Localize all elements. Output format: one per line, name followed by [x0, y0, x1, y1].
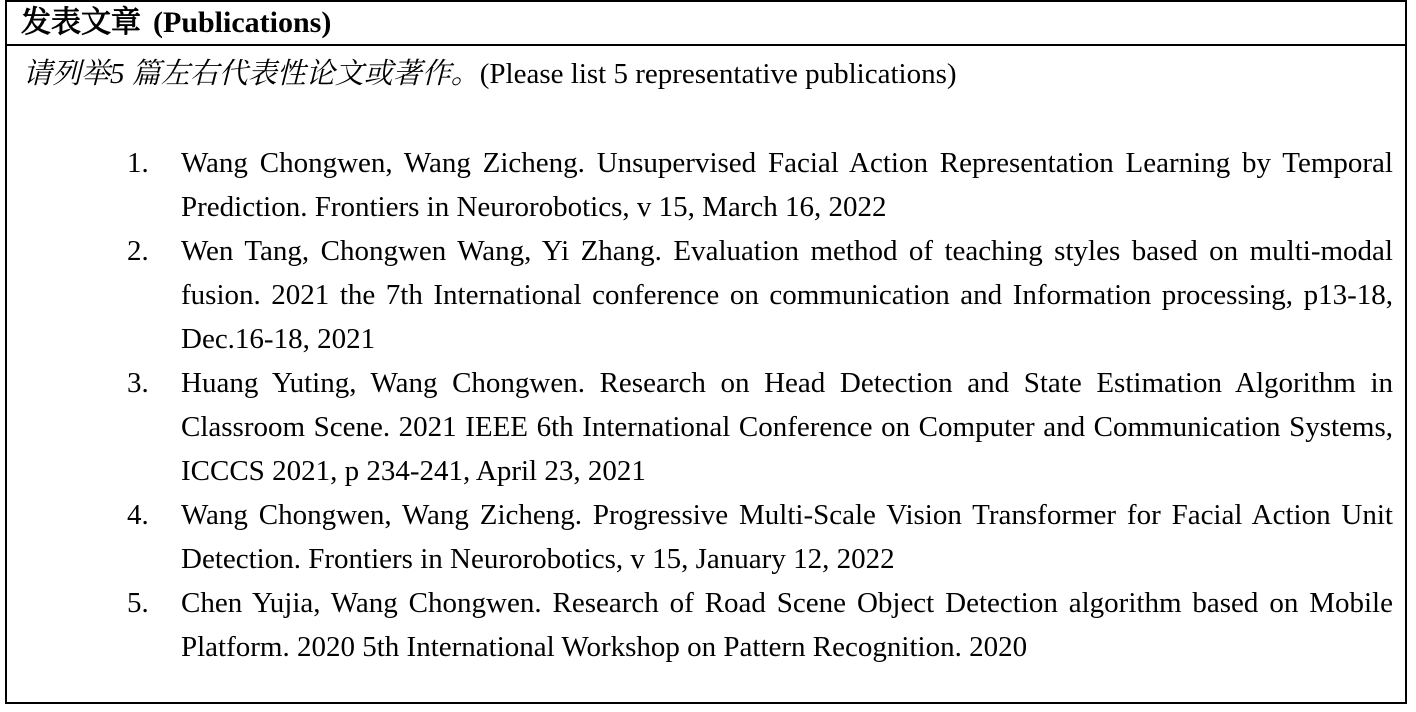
publication-citation: Wang Chongwen, Wang Zicheng. Progressive Multi-Scale Vision Transformer for Facial Action Unit Detection. Frontiers in Neurorobotics, v 15, January 12, 2022	[181, 499, 1393, 575]
publication-item-2	[121, 229, 1393, 361]
publication-citation: Chen Yujia, Wang Chongwen. Research of Road Scene Object Detection algorithm based on Mobile Platform. 2020 5th International Workshop on Pattern Recognition. 2020	[181, 587, 1393, 663]
publication-item-4	[121, 493, 1393, 581]
publication-number: 4.	[127, 499, 149, 531]
publication-item-3	[121, 361, 1393, 493]
publication-list	[121, 141, 1393, 669]
publication-citation: Wen Tang, Chongwen Wang, Yi Zhang. Evaluation method of teaching styles based on multi-modal fusion. 2021 the 7th International conference on communication and Information processing, p13-18, Dec.16-18, 2021	[181, 235, 1393, 355]
publication-citation: Huang Yuting, Wang Chongwen. Research on Head Detection and State Estimation Algorithm in Classroom Scene. 2021 IEEE 6th International Conference on Computer and Communication Systems, ICCCS 2021, p 234-241, April 23, 2021	[181, 367, 1393, 487]
publication-item-1	[121, 141, 1393, 229]
section-title-zh: 发表文章	[21, 6, 141, 39]
section-header	[7, 2, 1405, 46]
publication-number: 2.	[127, 235, 149, 267]
publication-citation: Wang Chongwen, Wang Zicheng. Unsupervised Facial Action Representation Learning by Temporal Prediction. Frontiers in Neurorobotics, v 15, March 16, 2022	[181, 147, 1393, 223]
publication-number: 5.	[127, 587, 149, 619]
instruction-en: (Please list 5 representative publications)	[479, 58, 957, 90]
section-title-en: (Publications)	[153, 6, 332, 39]
publications-section	[5, 0, 1407, 704]
instruction-zh: 请列举5 篇左右代表性论文或著作。	[23, 58, 480, 90]
publication-item-5	[121, 581, 1393, 669]
instruction-text	[23, 54, 957, 94]
publication-number: 1.	[127, 147, 149, 179]
publication-number: 3.	[127, 367, 149, 399]
